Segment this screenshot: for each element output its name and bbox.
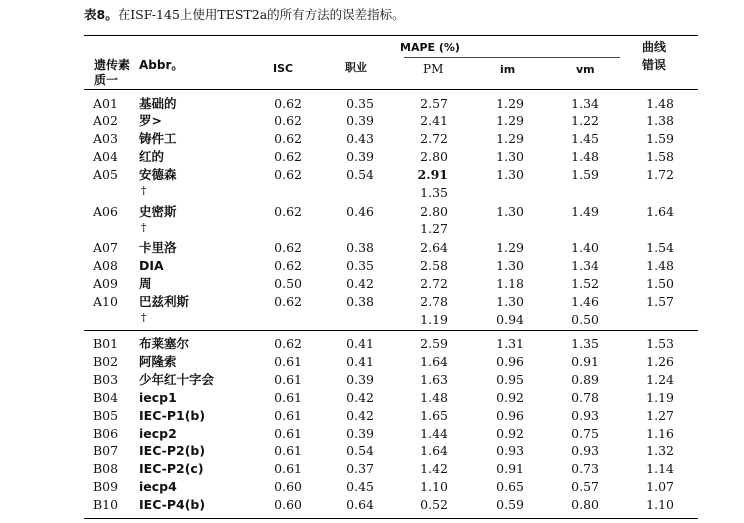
cell-curve: 1.32: [646, 443, 674, 458]
cell-curve: 1.27: [646, 408, 674, 423]
cell-job: 0.64: [346, 497, 374, 512]
row-id: A08: [93, 258, 118, 273]
row-abbr: iecp2: [139, 426, 177, 441]
cell-im: 1.29: [496, 131, 524, 146]
cell-isc: 0.62: [274, 258, 302, 273]
caption-text: 在ISF-145上使用TEST2a的所有方法的误差指标。: [117, 7, 405, 22]
cell-pm: 2.80: [420, 149, 448, 164]
cell-im: 1.29: [496, 96, 524, 111]
row-abbr: iecp1: [139, 390, 177, 405]
cell-curve: 1.16: [646, 426, 674, 441]
row-id: A02: [93, 113, 118, 128]
cell-im: 0.93: [496, 443, 524, 458]
row-id: A04: [93, 149, 118, 164]
cell-job: 0.35: [346, 258, 374, 273]
cell-im: 0.92: [496, 390, 524, 405]
header-im: im: [500, 63, 516, 76]
header-id-line1: 遗传素: [94, 58, 131, 72]
cell-im: 0.59: [496, 497, 524, 512]
cell-isc: 0.62: [274, 96, 302, 111]
cell-pm: 1.42: [420, 461, 448, 476]
caption-label: 表8。: [84, 7, 118, 22]
cell-vm: 0.78: [571, 390, 599, 405]
row-abbr: IEC-P2(c): [139, 461, 204, 476]
cell-vm: 0.73: [571, 461, 599, 476]
row-abbr: 红的: [139, 149, 165, 164]
cell-im: 1.30: [496, 149, 524, 164]
cell-vm: 1.46: [571, 294, 599, 309]
cell-vm: 1.40: [571, 240, 599, 255]
cell-curve: 1.50: [646, 276, 674, 291]
cell-vm: 1.48: [571, 149, 599, 164]
row-abbr: 基础的: [139, 96, 177, 111]
cell-job: 0.54: [346, 443, 374, 458]
cell-vm: 1.34: [571, 258, 599, 273]
cell-job: 0.38: [346, 240, 374, 255]
cell-isc: 0.62: [274, 113, 302, 128]
table-caption: [84, 5, 405, 23]
cell-pm: 1.48: [420, 390, 448, 405]
cell-vm-secondary: 0.50: [571, 312, 599, 327]
cell-curve: 1.53: [646, 336, 674, 351]
header-pm: PM: [423, 62, 444, 76]
cell-pm: 2.59: [420, 336, 448, 351]
cell-pm: 2.80: [420, 204, 448, 219]
top-rule: [84, 35, 698, 36]
cell-curve: 1.07: [646, 479, 674, 494]
cell-isc: 0.61: [274, 443, 302, 458]
cell-pm: 2.58: [420, 258, 448, 273]
header-job: 职业: [345, 61, 367, 74]
row-abbr: 史密斯: [139, 204, 177, 219]
row-id: A03: [93, 131, 118, 146]
cell-isc: 0.62: [274, 131, 302, 146]
cell-pm: 1.64: [420, 354, 448, 369]
cell-im-secondary: 0.94: [496, 312, 524, 327]
cell-vm: 0.93: [571, 408, 599, 423]
row-id: A01: [93, 96, 118, 111]
cell-vm: 0.75: [571, 426, 599, 441]
row-abbr: 周: [139, 276, 152, 291]
cell-pm-secondary: 1.35: [420, 185, 448, 200]
cell-job: 0.46: [346, 204, 374, 219]
cell-vm: 1.35: [571, 336, 599, 351]
cell-pm: 0.52: [420, 497, 448, 512]
cell-im: 0.91: [496, 461, 524, 476]
cell-pm: 1.44: [420, 426, 448, 441]
cell-curve: 1.10: [646, 497, 674, 512]
cell-job: 0.39: [346, 426, 374, 441]
cell-vm: 0.91: [571, 354, 599, 369]
cell-job: 0.35: [346, 96, 374, 111]
cell-pm: 2.72: [420, 276, 448, 291]
cell-isc: 0.61: [274, 461, 302, 476]
row-abbr: 铸件工: [139, 131, 177, 146]
cell-im: 0.95: [496, 372, 524, 387]
row-abbr: 巴兹利斯: [139, 294, 190, 309]
header-abbr: Abbr。: [139, 58, 184, 72]
cell-pm: 1.65: [420, 408, 448, 423]
cell-vm: 1.49: [571, 204, 599, 219]
cell-im: 1.18: [496, 276, 524, 291]
row-abbr: IEC-P1(b): [139, 408, 206, 423]
row-id: B03: [93, 372, 119, 387]
cell-vm: 1.22: [571, 113, 599, 128]
cell-pm: 2.78: [420, 294, 448, 309]
header-curve-line1: 曲线: [642, 40, 667, 54]
cell-curve: 1.48: [646, 258, 674, 273]
row-abbr: 少年红十字会: [139, 372, 215, 387]
row-id: B02: [93, 354, 119, 369]
cell-job: 0.45: [346, 479, 374, 494]
cell-pm-secondary: 1.19: [420, 312, 448, 327]
cell-im: 0.65: [496, 479, 524, 494]
cell-vm: 1.45: [571, 131, 599, 146]
row-id: A07: [93, 240, 118, 255]
row-abbr: iecp4: [139, 479, 177, 494]
header-id-line2: 质一: [94, 73, 119, 87]
row-abbr: IEC-P2(b): [139, 443, 206, 458]
cell-pm-secondary: 1.27: [420, 221, 448, 236]
cell-vm: 1.59: [571, 167, 599, 182]
cell-pm: 2.64: [420, 240, 448, 255]
row-id: B05: [93, 408, 119, 423]
header-isc: ISC: [273, 62, 294, 75]
cell-isc: 0.61: [274, 390, 302, 405]
cell-isc: 0.62: [274, 336, 302, 351]
cell-curve: 1.57: [646, 294, 674, 309]
cell-im: 1.29: [496, 240, 524, 255]
cell-pm: 1.10: [420, 479, 448, 494]
cell-im: 1.30: [496, 167, 524, 182]
cell-isc: 0.61: [274, 372, 302, 387]
row-abbr: 布莱塞尔: [139, 336, 190, 351]
cell-im: 1.31: [496, 336, 524, 351]
cell-vm: 0.80: [571, 497, 599, 512]
row-id: A06: [93, 204, 118, 219]
cell-isc: 0.62: [274, 240, 302, 255]
cell-isc: 0.61: [274, 354, 302, 369]
cell-vm: 0.93: [571, 443, 599, 458]
cell-pm: 2.91: [417, 167, 448, 182]
group-separator-rule: [84, 330, 698, 331]
row-id: B10: [93, 497, 119, 512]
cell-curve: 1.24: [646, 372, 674, 387]
row-id: B01: [93, 336, 119, 351]
bottom-rule: [84, 518, 698, 519]
cell-curve: 1.58: [646, 149, 674, 164]
row-abbr: 罗>: [139, 113, 162, 128]
row-id: B04: [93, 390, 119, 405]
cell-curve: 1.72: [646, 167, 674, 182]
header-vm: vm: [576, 63, 595, 76]
cell-job: 0.41: [346, 336, 374, 351]
row-abbr: 安德森: [139, 167, 177, 182]
dagger-mark: †: [141, 311, 147, 324]
cell-job: 0.39: [346, 149, 374, 164]
cell-isc: 0.61: [274, 426, 302, 441]
cell-curve: 1.54: [646, 240, 674, 255]
header-mape: MAPE (%): [400, 41, 460, 54]
cell-isc: 0.60: [274, 479, 302, 494]
cell-curve: 1.59: [646, 131, 674, 146]
cell-job: 0.42: [346, 390, 374, 405]
cell-curve: 1.19: [646, 390, 674, 405]
cell-job: 0.54: [346, 167, 374, 182]
cell-curve: 1.64: [646, 204, 674, 219]
cell-im: 0.96: [496, 354, 524, 369]
cell-curve: 1.14: [646, 461, 674, 476]
cell-pm: 2.41: [420, 113, 448, 128]
row-abbr: 卡里洛: [139, 240, 177, 255]
row-id: A09: [93, 276, 118, 291]
cell-job: 0.37: [346, 461, 374, 476]
row-id: A10: [93, 294, 118, 309]
cell-vm: 0.57: [571, 479, 599, 494]
header-curve-line2: 错误: [642, 58, 667, 72]
row-id: B08: [93, 461, 119, 476]
cell-curve: 1.26: [646, 354, 674, 369]
cell-job: 0.43: [346, 131, 374, 146]
cell-isc: 0.60: [274, 497, 302, 512]
cell-im: 1.30: [496, 204, 524, 219]
row-abbr: IEC-P4(b): [139, 497, 206, 512]
mape-group-rule: [404, 57, 620, 58]
cell-isc: 0.62: [274, 294, 302, 309]
cell-vm: 0.89: [571, 372, 599, 387]
cell-im: 0.92: [496, 426, 524, 441]
row-id: A05: [93, 167, 118, 182]
cell-isc: 0.61: [274, 408, 302, 423]
cell-isc: 0.50: [274, 276, 302, 291]
row-id: B07: [93, 443, 119, 458]
cell-im: 1.30: [496, 258, 524, 273]
cell-im: 1.30: [496, 294, 524, 309]
cell-pm: 2.57: [420, 96, 448, 111]
cell-vm: 1.52: [571, 276, 599, 291]
cell-isc: 0.62: [274, 204, 302, 219]
cell-im: 0.96: [496, 408, 524, 423]
cell-vm: 1.34: [571, 96, 599, 111]
cell-curve: 1.38: [646, 113, 674, 128]
row-id: B09: [93, 479, 119, 494]
cell-job: 0.41: [346, 354, 374, 369]
cell-job: 0.42: [346, 276, 374, 291]
row-id: B06: [93, 426, 119, 441]
cell-curve: 1.48: [646, 96, 674, 111]
row-abbr: DIA: [139, 258, 164, 273]
cell-job: 0.42: [346, 408, 374, 423]
cell-isc: 0.62: [274, 167, 302, 182]
cell-job: 0.38: [346, 294, 374, 309]
dagger-mark: †: [141, 184, 147, 197]
header-rule: [84, 89, 698, 90]
cell-pm: 2.72: [420, 131, 448, 146]
cell-pm: 1.64: [420, 443, 448, 458]
cell-pm: 1.63: [420, 372, 448, 387]
dagger-mark: †: [141, 221, 147, 234]
cell-im: 1.29: [496, 113, 524, 128]
cell-job: 0.39: [346, 372, 374, 387]
row-abbr: 阿隆索: [139, 354, 177, 369]
cell-job: 0.39: [346, 113, 374, 128]
cell-isc: 0.62: [274, 149, 302, 164]
